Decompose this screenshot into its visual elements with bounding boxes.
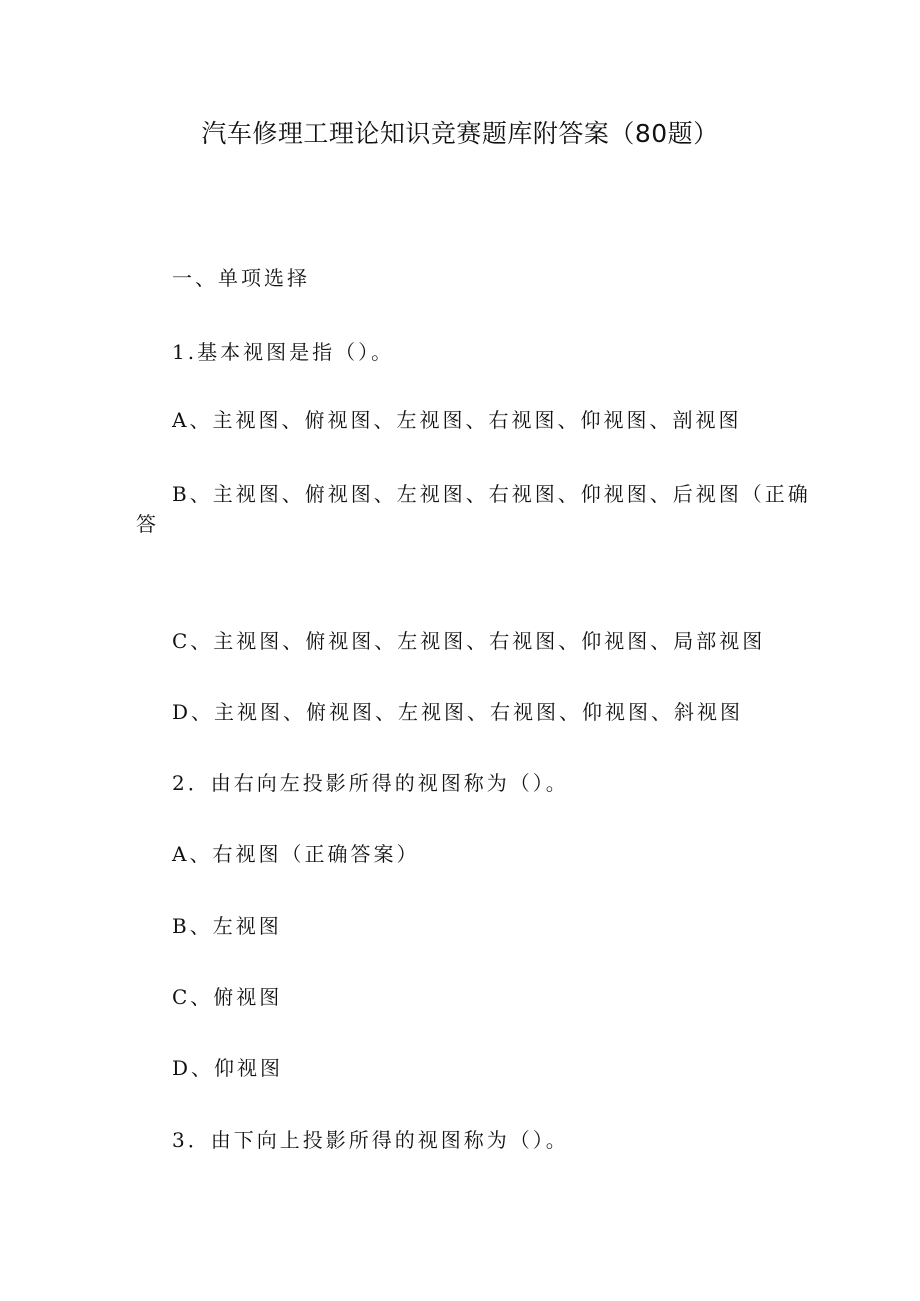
question-1-option-b: B、主视图、俯视图、左视图、右视图、仰视图、后视图（正确 xyxy=(172,482,811,506)
question-1-option-c: C、主视图、俯视图、左视图、右视图、仰视图、局部视图 xyxy=(172,629,766,653)
question-1-option-a: A、主视图、俯视图、左视图、右视图、仰视图、剖视图 xyxy=(172,408,742,432)
question-2-option-b: B、左视图 xyxy=(172,914,282,938)
document-title: 汽车修理工理论知识竞赛题库附答案（80题） xyxy=(201,119,719,148)
question-1-option-d: D、主视图、俯视图、左视图、右视图、仰视图、斜视图 xyxy=(172,700,744,724)
question-2-option-c: C、俯视图 xyxy=(172,985,283,1009)
question-1-stem: 1.基本视图是指（）。 xyxy=(172,340,395,364)
section-heading: 一、单项选择 xyxy=(172,266,310,290)
question-2-stem: 2．由右向左投影所得的视图称为（）。 xyxy=(172,771,569,795)
question-3-stem: 3．由下向上投影所得的视图称为（）。 xyxy=(172,1128,569,1152)
question-2-option-d: D、仰视图 xyxy=(172,1056,284,1080)
question-2-option-a: A、右视图（正确答案） xyxy=(172,842,420,866)
question-1-option-b-wrap: 答 xyxy=(136,512,159,536)
